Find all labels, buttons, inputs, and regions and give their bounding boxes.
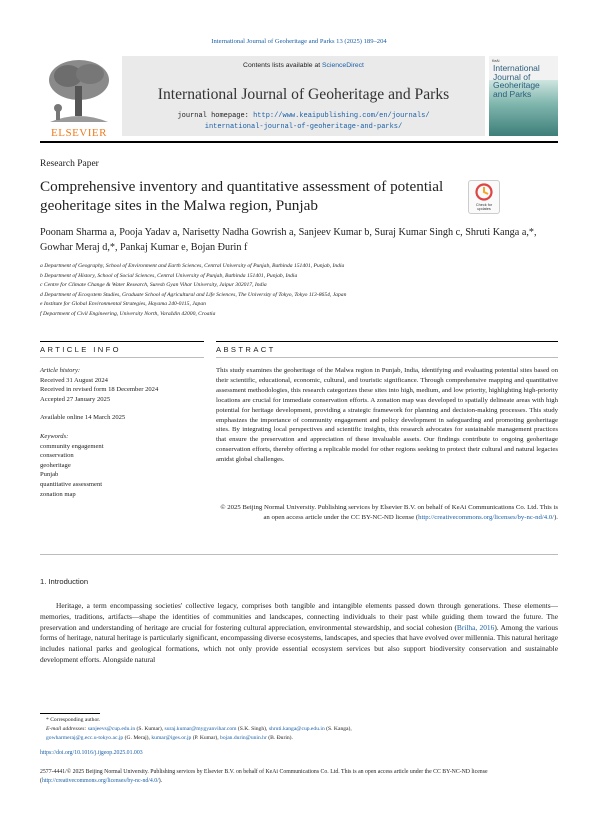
email-link[interactable]: sanjeevs@cup.edu.in [87, 726, 136, 733]
journal-banner [40, 56, 558, 139]
email-owner: (P. Kumar), [191, 735, 221, 742]
email-link[interactable]: kumar@iges.or.jp [151, 735, 192, 742]
keyword: community engagement [40, 442, 104, 450]
copyright-text: © 2025 Beijing Normal University. Publishing services by Elsevier B.V. on behalf of KeAi Communications Co. Ltd. This is an open access article under the CC BY-NC-ND license ( [220, 504, 558, 521]
homepage-label: journal homepage: [177, 112, 254, 120]
affiliation: f Department of Civil Engineering, University North, Varaždin 42000, Croatia [40, 310, 216, 317]
doi-link[interactable]: https://doi.org/10.1016/j.ijgeop.2025.01.003 [40, 750, 143, 756]
email-label: E-mail addresses: [46, 726, 88, 733]
issn-end: ). [158, 777, 163, 784]
affiliation: b Department of History, School of Social Sciences, Central University of Punjab, Bathinda 151401, Punjab, India [40, 272, 298, 279]
abstract-rule [216, 341, 558, 342]
keyword: Punjab [40, 471, 59, 479]
copyright-notice [216, 503, 558, 523]
keyword: geoheritage [40, 461, 71, 469]
license-link[interactable]: http://creativecommons.org/licenses/by-nc-nd/4.0/ [41, 777, 159, 784]
elsevier-tree-icon [40, 56, 118, 126]
issn-copyright [40, 768, 558, 785]
intro-text-part2: ). Among the various forms of heritage, natural heritage is particularly significant, encompassing diverse ecosystems, landscapes, and species that have evolved over millennia. This natural heritage includes national parks and geological formations, which not only provide essential ecosystem services but also support biodiversity conservation and sustainable development efforts. Alongside natural [40, 622, 559, 664]
email-link[interactable]: gowharmeraj@g.ecc.u-tokyo.ac.jp [46, 735, 124, 742]
journal-cover-thumbnail[interactable] [489, 56, 558, 136]
affiliation: c Centre for Climate Change & Water Research, Suresh Gyan Vihar University, Jaipur 302017, India [40, 282, 267, 289]
footnote-rule [40, 713, 100, 714]
article-info-subrule [40, 357, 204, 358]
contents-line [122, 62, 485, 69]
email-owner: (S. Kanga), [324, 726, 352, 733]
cover-title: International Journal of Geoheritage and Parks [493, 63, 540, 99]
homepage-link-part1[interactable]: http://www.keaipublishing.com/en/journals/ [253, 112, 430, 120]
email-owner: (G. Meraj), [123, 735, 152, 742]
article-info [40, 366, 204, 499]
email-addresses [40, 725, 558, 743]
section-rule [40, 554, 558, 555]
keywords-label: Keywords: [40, 432, 69, 440]
affiliation: d Department of Ecosystem Studies, Graduate School of Agricultural and Life Sciences, The University of Tokyo, Tokyo 113-8654, Japan [40, 291, 347, 298]
check-for-updates-button[interactable] [468, 180, 500, 214]
elsevier-logo[interactable] [40, 56, 118, 139]
introduction-paragraph [40, 601, 558, 666]
email-owner: (B. Đurin). [266, 735, 293, 742]
article-info-rule [40, 341, 204, 342]
journal-title: International Journal of Geoheritage and Parks [157, 86, 450, 103]
corresponding-author-note: * Corresponding author. [46, 717, 101, 723]
history-label: Article history: [40, 367, 81, 374]
masthead [122, 56, 485, 136]
homepage-link-part2[interactable]: international-journal-of-geoheritage-and-parks/ [204, 123, 403, 131]
abstract-text: This study examines the geoheritage of the Malwa region in Punjab, India, identifying and evaluating potential sites based on their scientific, educational, economic, cultural, and touristic significance. Through comprehensive mapping and quantitative assessment methodologies, this research categorizes these sites into high, medium, and low priority, highlighting high-priority locations are crucial for immediate conservation efforts. A zonation map was developed to spatially delineate areas with high potential for heritage development, providing a strategic framework for planning and decision-making processes. This study emphasizes the importance of community engagement and policy development in safeguarding and promoting geoheritage sites. By integrating local perspectives and scientific insights, this research advocates for sustainable management practices that ensure the preservation and appreciation of these invaluable assets. Our findings contribute to ongoing geoheritage conservation efforts, thereby offering a replicable model for other regions seeking to protect their cultural and natural legacies amidst global challenges. [216, 367, 558, 464]
intro-text-part1: Heritage, a term encompassing societies' collective legacy, comprises both tangible and intangible elements passed down through generations. These elements—memories, traditions, artifacts—shape the identities of communities and landscapes, connecting individuals to their past while guiding them toward the future. The preservation and understanding of heritage are crucial for fostering cultural appreciation, environmental stewardship, and social cohesion ( [40, 601, 558, 632]
license-link[interactable]: http://creativecommons.org/licenses/by-nc-nd/4.0/ [418, 513, 555, 521]
article-info-heading: ARTICLE INFO [40, 345, 121, 354]
article-title: Comprehensive inventory and quantitative assessment of potential geoheritage sites in the Malwa region, Punjab [40, 178, 444, 214]
abstract-subrule [216, 357, 558, 358]
copyright-end: ). [554, 513, 558, 521]
issn-text: 2577-4441/© 2025 Beijing Normal University. Publishing services by Elsevier B.V. on behalf of KeAi Communications Co. Ltd. This is an open access article under the CC BY-NC-ND license ( [40, 769, 488, 784]
received-date: Received 31 August 2024 [40, 376, 108, 384]
author-list: Poonam Sharma a, Pooja Yadav a, Narisetty Nadha Gowrish a, Sanjeev Kumar b, Suraj Kumar Singh c, Shruti Kanga a,*, Gowhar Meraj d,*, Pankaj Kumar e, Bojan Đurin f [40, 227, 537, 253]
affiliation: a Department of Geography, School of Environment and Earth Sciences, Central University of Punjab, Bathinda 151401, Punjab, India [40, 263, 345, 269]
check-updates-icon [469, 181, 499, 203]
email-link[interactable]: suraj.kumar@mygyanvihar.com [164, 726, 237, 733]
article-type: Research Paper [40, 159, 99, 169]
cover-publisher: KeAi [492, 59, 500, 63]
footnotes [40, 716, 558, 744]
affiliation: e Institute for Global Environmental Strategies, Hayama 240-0115, Japan [40, 301, 206, 308]
header-rule [40, 141, 558, 143]
contents-prefix: Contents lists available at [243, 62, 323, 69]
revised-date: Received in revised form 18 December 2024 [40, 386, 159, 394]
affiliations [40, 262, 560, 320]
citation-link[interactable]: Brilha, 2016 [456, 622, 495, 632]
elsevier-wordmark: ELSEVIER [51, 127, 107, 139]
check-updates-label: Check for updates [475, 203, 493, 211]
keyword: quantitative assessment [40, 480, 103, 488]
introduction-heading: 1. Introduction [40, 577, 89, 586]
abstract-heading: ABSTRACT [216, 345, 276, 354]
keyword: zonation map [40, 490, 76, 498]
online-date: Available online 14 March 2025 [40, 414, 126, 422]
email-link[interactable]: shruti.kanga@cup.edu.in [268, 726, 325, 733]
running-head[interactable]: International Journal of Geoheritage and Parks 13 (2025) 189–204 [211, 38, 387, 45]
email-owner: (S.K. Singh), [236, 726, 269, 733]
journal-homepage [122, 111, 485, 133]
email-link[interactable]: bojan.durin@unin.hr [220, 735, 267, 742]
sciencedirect-link[interactable]: ScienceDirect [322, 62, 364, 69]
accepted-date: Accepted 27 January 2025 [40, 395, 111, 403]
keyword: conservation [40, 452, 74, 460]
email-owner: (S. Kumar), [135, 726, 165, 733]
